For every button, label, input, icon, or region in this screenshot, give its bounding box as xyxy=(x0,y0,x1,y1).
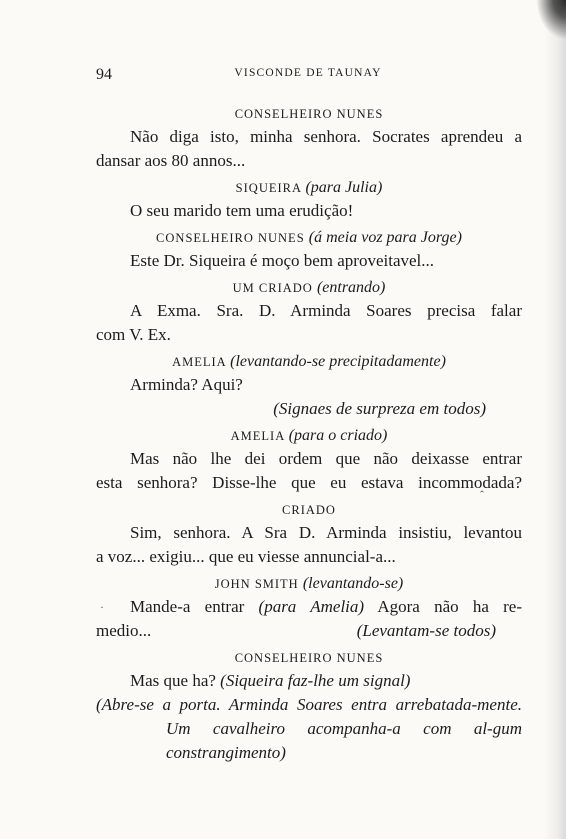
speaker-name xyxy=(96,277,522,299)
speaker-name xyxy=(96,425,522,447)
speaker-name xyxy=(96,227,522,249)
stage-direction: (para Amelia) xyxy=(258,597,365,616)
speaker-label: AMELIA xyxy=(230,429,285,443)
speaker-name xyxy=(96,499,522,521)
speech-line: com V. Ex. xyxy=(96,325,171,344)
speaker-name xyxy=(96,573,522,595)
speaker-label: CONSELHEIRO NUNES xyxy=(156,231,305,245)
speech-text: medio... xyxy=(96,621,152,640)
speaker-name xyxy=(96,647,522,669)
speck-mark: · xyxy=(100,600,104,614)
speech-line xyxy=(96,619,522,643)
running-head: VISCONDE DE TAUNAY xyxy=(234,67,382,79)
speaker-name xyxy=(96,177,522,199)
speaker-label: JOHN SMITH xyxy=(214,577,299,591)
stage-direction: (levantando-se) xyxy=(302,575,404,592)
page-edge-shadow xyxy=(544,0,566,839)
speech-line: dansar aos 80 annos... xyxy=(96,151,246,170)
speaker-label: CRIADO xyxy=(282,503,336,517)
stage-direction: (para o criado) xyxy=(288,427,388,444)
stage-direction: (á meia voz para Jorge) xyxy=(308,229,462,246)
speech-line: Sim, senhora. A Sra D. Arminda insistiu, levantou xyxy=(130,523,522,542)
stage-direction-line: (Signaes de surpreza em todos) xyxy=(273,399,486,418)
speech-text: Mande-a entrar xyxy=(130,597,245,616)
speaker-label: SIQUEIRA xyxy=(235,181,302,195)
stage-direction-paragraph: (Abre-se a porta. Arminda Soares entra arrebatada-mente. Um cavalheiro acompanha-a com al-gum constrangimento) xyxy=(96,695,522,762)
speech-line: Arminda? Aqui? xyxy=(130,375,243,394)
page-corner-curl xyxy=(536,0,566,40)
speech-line: Mas não lhe dei ordem que não deixasse entrar xyxy=(130,449,522,468)
speech-text: Mas que ha? xyxy=(130,671,216,690)
speech-line: a voz... exigiu... que eu viesse annuncial-a... xyxy=(96,547,396,566)
speech-line: A Exma. Sra. D. Arminda Soares precisa falar xyxy=(130,301,522,320)
speech-line: esta senhora? Disse-lhe que eu estava incommodada? xyxy=(96,473,522,492)
speaker-label: AMELIA xyxy=(172,355,226,369)
page-number: 94 xyxy=(96,66,112,83)
speech-line xyxy=(96,669,522,693)
stage-direction: (para Julia) xyxy=(305,179,383,196)
speech-line: Não diga isto, minha senhora. Socrates aprendeu a xyxy=(130,127,522,146)
speaker-name xyxy=(96,103,522,125)
speech-text: Agora não ha re- xyxy=(377,597,522,616)
stage-direction: (levantando-se precipitadamente) xyxy=(230,353,446,370)
speaker-label: UM CRIADO xyxy=(232,281,313,295)
speck-mark: ˆ xyxy=(480,488,484,502)
speech-line xyxy=(96,595,522,619)
stage-direction: (Levantam-se todos) xyxy=(356,621,496,640)
speech-line: Este Dr. Siqueira é moço bem aproveitavel... xyxy=(130,251,435,270)
stage-direction: (Siqueira faz-lhe um signal) xyxy=(220,671,411,690)
speaker-label: CONSELHEIRO NUNES xyxy=(234,651,384,665)
speech-line: O seu marido tem uma erudição! xyxy=(130,201,354,220)
page-body xyxy=(96,103,522,765)
stage-direction: (entrando) xyxy=(316,279,386,296)
speaker-label: CONSELHEIRO NUNES xyxy=(234,107,384,121)
speaker-name xyxy=(96,351,522,373)
page-header xyxy=(96,66,520,86)
